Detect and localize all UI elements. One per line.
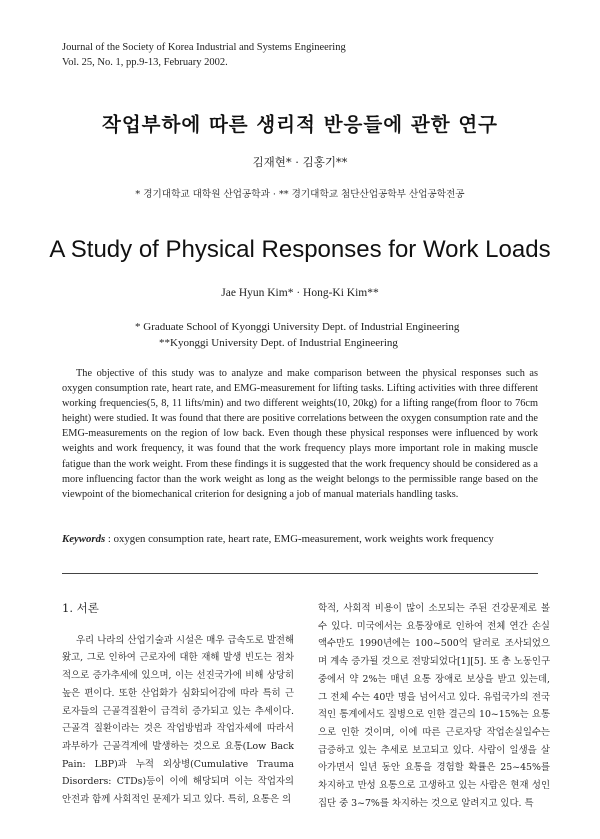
abstract: The objective of this study was to analyze and make comparison between the physical responses such as oxygen consumption rate, heart rate, and EMG-measurement for lifting tasks. Lifting activities with three different working frequencies(5, 8, 11 lifts/min) and two different weights(10, 20kg) for a lifting range(from floor to 76cm height) were studied. It was found that there are positive correlations between the oxygen consumption rate and the EMG-measurements on the region of low back. Even though these physical responses were influenced by work weights and work frequency, it was found that the work frequency plays more important role in making muscle fatigue than the work weight. From these findings it is suggested that the work frequency should be considered as a more influencing factor than the work weight as long as the weight belongs to the permissible range based on the viewpoint of the biomechanical criterion for designing a job of manual materials handling tasks.: [62, 368, 538, 500]
journal-volume: Vol. 25, No. 1, pp.9-13, February 2002.: [62, 57, 228, 68]
paper-title-korean: 작업부하에 따른 생리적 반응들에 관한 연구: [101, 113, 498, 136]
journal-name: Journal of the Society of Korea Industrial and Systems Engineering: [62, 42, 346, 53]
authors-korean: 김재현* · 김홍기**: [252, 155, 348, 169]
keywords-text: oxygen consumption rate, heart rate, EMG-measurement, work weights work frequency: [113, 533, 494, 545]
body-paragraph-right: 학적, 사회적 비용이 많이 소모되는 주된 건강문제로 볼 수 있다. 미국에서는 요통장애로 인하여 전체 연간 손실액수만도 1990년에는 100~500억 달러로 조사되었으며 계속 증가될 것으로 전망되었다[1][5]. 또 총 노동인구 중에서 약 2%는 매년 요통 장애로 보상을 받고 있는데, 그 전체 수는 40만 명을 넘어서고 있다. 유럽국가의 전국적인 통계에서도 질병으로 인한 결근의 10~15%는 요통으로 인한 것이며, 이에 따른 근로자당 작업손실일수는 급증하고 있는 추세로 보고되고 있다. 사람이 일생을 살아가면서 일년 동안 요통을 경험할 확률은 25~45%를 차지하고 만성 요통으로 고생하고 있는 사람은 현재 성인집단 중 3~7%를 차지하는 것으로 알려지고 있다. 특: [318, 603, 550, 809]
journal-citation: [62, 40, 346, 70]
body-column-right: [318, 600, 550, 812]
section-heading: 1. 서론: [62, 601, 99, 615]
keywords: [62, 533, 494, 545]
affiliation-line-1: * Graduate School of Kyonggi University Dept. of Industrial Engineering: [135, 321, 460, 333]
affiliation-korean: * 경기대학교 대학원 산업공학과 · ** 경기대학교 첨단산업공학부 산업공학전공: [135, 189, 465, 200]
body-column-left: [62, 600, 294, 809]
authors-english: Jae Hyun Kim* · Hong-Ki Kim**: [221, 287, 379, 299]
affiliation-english: [135, 319, 459, 351]
affiliation-line-2: **Kyonggi University Dept. of Industrial Engineering: [159, 337, 398, 349]
keywords-separator: :: [105, 533, 114, 545]
keywords-label: Keywords: [62, 533, 106, 545]
body-paragraph-left: 우리 나라의 산업기술과 시설은 매우 급속도로 발전해 왔고, 그로 인하여 근로자에 대한 재해 발생 빈도는 점차적으로 증가추세에 있으며, 이는 선진국가에 비해 상당히 높은 편이다. 또한 산업화가 심화되어감에 따라 특히 근로자들의 근골격질환이 급격히 증가되고 있는 추세이다. 근골격 질환이라는 것은 작업방법과 작업자세에 따라서 과부하가 근골격계에 발생하는 것으로 요통(Low Back Pain: LBP)과 누적 외상병(Cumulative Trauma Disorders: CTDs)등이 이에 해당되며 이는 작업자의 안전과 함께 사회적인 문제가 되고 있다. 특히, 요통은 의: [62, 634, 294, 806]
section-divider: [62, 573, 538, 574]
paper-title-english: A Study of Physical Responses for Work Loads: [49, 236, 551, 263]
